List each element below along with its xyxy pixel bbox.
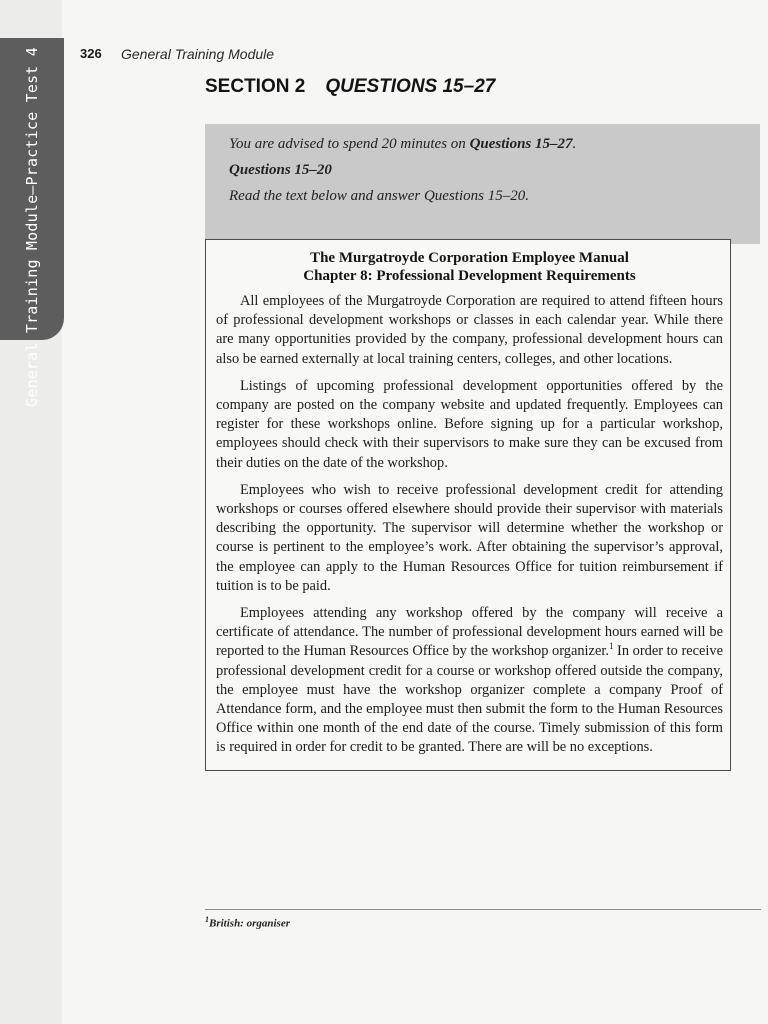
passage-paragraph: All employees of the Murgatroyde Corporation are required to attend fifteen hours of professional development workshops or classes in each calendar year. While there are many opportunities provided by the company, professional development hours can also be earned externally at local training centers, colleges, and other locations. bbox=[216, 293, 723, 367]
passage-paragraph: Employees who wish to receive professional development credit for attending workshops or courses offered elsewhere should provide their supervisor with materials describing the opportunity. The supervisor will determine whether the workshop or course is pertinent to the employee’s work. After obtaining the supervisor’s approval, the employee can apply to the Human Resources Office for tuition reimbursement if tuition is to be paid. bbox=[216, 481, 723, 594]
time-instruction bbox=[229, 136, 576, 153]
footnote-divider bbox=[205, 909, 761, 910]
paragraph-text: Employees attending any workshop offered by the company will receive a certificate of attendance. The number of professional development hours earned will be reported to the Human Resources Office by the workshop organizer. bbox=[216, 605, 723, 660]
section-heading bbox=[205, 76, 495, 98]
paragraph-text: In order to receive professional development credit for a course or workshop offered outside the company, the employee must have the workshop organizer complete a company Proof of Attendance form, and the employee must then submit the form to the Human Resources Office within one month of the end date of the course. Timely submission of this form is required in order for credit to be granted. There are will be no exceptions. bbox=[216, 643, 724, 756]
reading-passage bbox=[205, 239, 731, 771]
footnote-text: British: organiser bbox=[209, 917, 290, 930]
passage-paragraph bbox=[216, 604, 723, 758]
footnote-reference: 1 bbox=[608, 641, 614, 652]
read-instruction: Read the text below and answer Questions 15–20. bbox=[229, 188, 529, 204]
footnote bbox=[205, 915, 290, 930]
side-tab bbox=[0, 38, 64, 407]
time-instruction-range: Questions 15–27 bbox=[469, 136, 573, 152]
questions-label: Questions 15–20 bbox=[229, 162, 332, 178]
passage-chapter: Chapter 8: Professional Development Requirements bbox=[303, 268, 636, 284]
section-question-range: QUESTIONS 15–27 bbox=[325, 76, 496, 97]
passage-paragraph: Listings of upcoming professional development opportunities offered by the company are posted on the company website and updated frequently. Employees can register for these workshops online. Before signing up for a particular workshop, employees should check with their supervisors to make sure they can be excused from their duties on the date of the workshop. bbox=[216, 377, 723, 471]
running-head: General Training Module bbox=[121, 46, 275, 62]
side-tab-label: General Training Module–Practice Test 4 bbox=[23, 47, 41, 407]
passage-title: The Murgatroyde Corporation Employee Manual bbox=[310, 250, 629, 266]
instructions-box bbox=[205, 124, 760, 244]
footnote-mark: 1 bbox=[205, 915, 209, 924]
time-instruction-suffix: . bbox=[572, 136, 577, 152]
section-label: SECTION 2 bbox=[205, 76, 306, 97]
time-instruction-prefix: You are advised to spend 20 minutes on bbox=[229, 136, 470, 152]
page-number: 326 bbox=[80, 46, 102, 61]
